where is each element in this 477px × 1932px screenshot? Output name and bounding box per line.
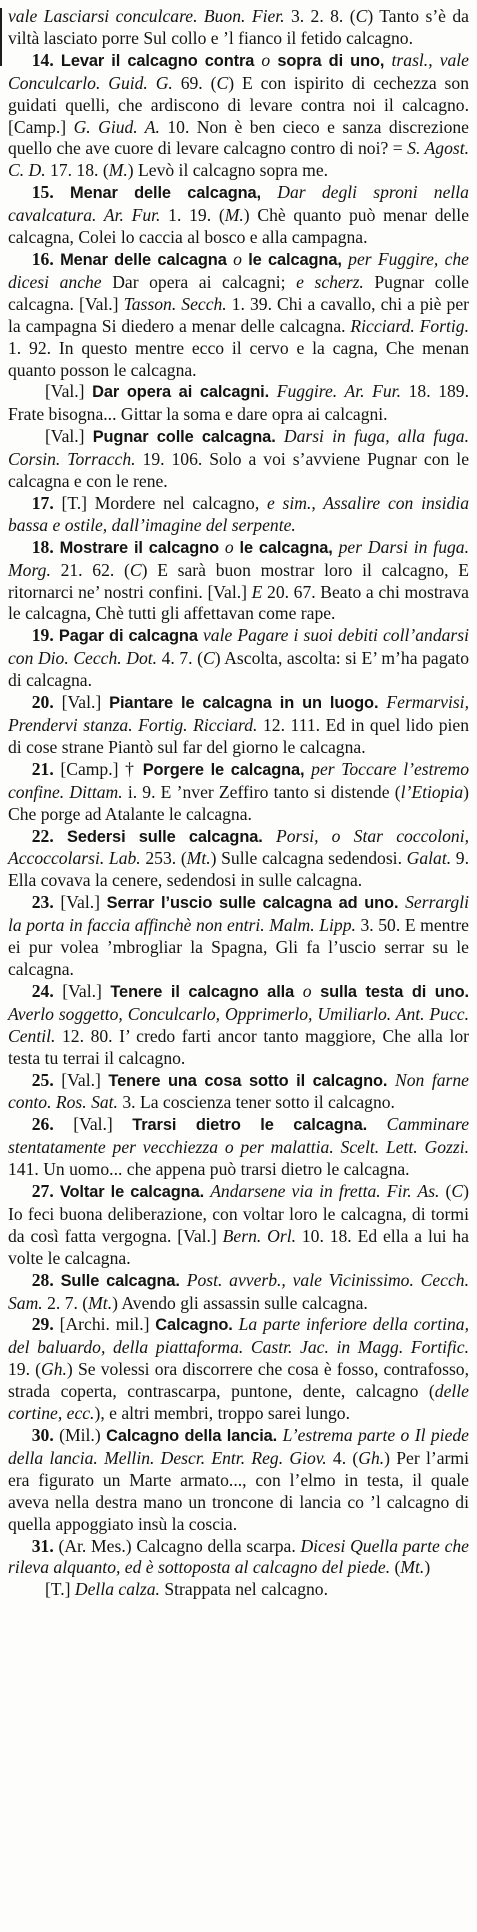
entry-text: 18. 189. Frate bisogna... Gittar la soma e dare opra ai calcagni. <box>8 381 470 425</box>
entry-number: 16. <box>31 248 54 269</box>
entry-italic-text: per Fuggire, che dicesi anche <box>8 248 469 292</box>
entry-text: ) Che porge ad Atalante le calcagna. <box>8 781 469 824</box>
entry-headword: Pagar di calcagna <box>53 627 203 646</box>
margin-rule <box>0 8 2 66</box>
entry-number: 29. <box>31 1314 54 1335</box>
entry-italic-text: Gh. <box>41 1359 67 1380</box>
entry-italic-text: Andarsene via in fretta. Fir. As. <box>210 1181 440 1202</box>
dictionary-entry <box>8 981 469 1070</box>
dictionary-entries <box>8 6 469 1601</box>
entry-headword: Mostrare il calcagno <box>53 538 225 557</box>
entry-number: 26. <box>31 1114 54 1135</box>
dictionary-entry <box>8 426 469 493</box>
entry-number: 23. <box>31 892 54 913</box>
entry-text: (Mil.) <box>53 1425 107 1445</box>
entry-text: 3. La coscienza tener sotto il calcagno. <box>117 1092 395 1113</box>
dictionary-entry <box>8 182 469 249</box>
entry-text: 20. 67. Beato a chi mostrava le calcagna, Chè tutti gli affettavan come rape. <box>8 581 469 624</box>
entry-italic-text: vale Lasciarsi conculcare. Buon. Fier. <box>8 6 285 26</box>
entry-italic-text: o <box>224 536 234 557</box>
entry-italic-text: Camminare stentatamente per vecchiezza o per malattia. Scelt. Lett. Gozzi. <box>8 1114 470 1158</box>
entry-italic-text: E <box>251 581 263 602</box>
dictionary-entry <box>8 1425 469 1536</box>
entry-headword: Levar il calcagno contra <box>53 51 262 70</box>
entry-number: 17. <box>31 492 54 513</box>
entry-headword: Voltar le calcagna. <box>53 1183 211 1202</box>
entry-text: 4. ( <box>326 1447 359 1468</box>
entry-number: 21. <box>31 758 54 779</box>
entry-text: 69. ( <box>172 72 217 93</box>
entry-headword: Sedersi sulle calcagna. <box>53 827 276 846</box>
entry-italic-text: C <box>203 648 215 669</box>
dictionary-entry <box>8 537 469 626</box>
entry-italic-text: Mt. <box>186 848 211 869</box>
entry-text: ) <box>424 1557 431 1578</box>
entry-italic-text: C <box>355 6 368 26</box>
entry-text: Strappata nel calcagno. <box>159 1579 328 1600</box>
entry-italic-text: La parte inferiore della cortina, del baluardo, della piattaforma. Castr. Jac. in Magg. Fortific. <box>8 1314 469 1358</box>
entry-number: 18. <box>31 536 54 557</box>
entry-italic-text: Mt. <box>88 1292 113 1313</box>
entry-headword: Serrar l’uscio sulle calcagna ad uno. <box>106 894 406 913</box>
entry-italic-text: Fuggire. Ar. Fur. <box>276 381 401 402</box>
entry-text: ) Per l’armi era figurato un Marte armato..., con l’elmo in testa, il quale aveva nella destra mano un troncone di lancia co ’l calcagno di quella appoggiato insù la coscia. <box>8 1447 469 1534</box>
entry-italic-text: o <box>302 980 312 1001</box>
entry-italic-text: Ricciard. Fortig. <box>350 315 469 336</box>
entry-headword: Dar opera ai calcagni. <box>92 383 277 402</box>
entry-headword: le calcagna, <box>233 538 339 557</box>
entry-text: 1. 92. In questo mentre ecco il cervo e la cagna, Che menan quanto posson le calcagna. <box>8 337 469 380</box>
entry-headword: Piantare le calcagna in un luogo. <box>109 694 387 713</box>
entry-headword: le calcagna, <box>241 250 349 269</box>
entry-text: ) Ascolta, ascolta: si E’ m’ha pagato di calcagna. <box>8 648 469 691</box>
dictionary-entry <box>8 625 469 692</box>
entry-text: ) E con ispirito di cechezza son guidati quelli, che ardiscono di levare contra noi il calcagno. [Camp.] <box>8 72 469 137</box>
entry-text: 253. ( <box>140 848 187 869</box>
entry-text: ) Sulle calcagna sedendosi. <box>210 848 407 869</box>
dictionary-entry <box>8 1536 469 1580</box>
entry-number: 31. <box>31 1535 54 1556</box>
entry-text: ) E sarà buon mostrar loro il calcagno, E ritornarci ne’ nostri confini. [Val.] <box>8 559 470 602</box>
entry-text: ) Io feci buona deliberazione, con voltar loro le calcagna, di tormi da così fatta vergogna. [Val.] <box>8 1181 469 1246</box>
entry-number: 22. <box>31 825 54 846</box>
dictionary-entry <box>8 1314 469 1425</box>
entry-text: [T.] <box>44 1579 75 1600</box>
entry-text: ) Avendo gli assassin sulle calcagna. <box>112 1292 368 1313</box>
entry-italic-text: o <box>233 248 242 269</box>
entry-italic-text: e scherz. <box>296 271 364 292</box>
entry-number: 20. <box>31 692 54 713</box>
entry-text: 12. 111. Ed in quel lido pien di cose strane Piantò sul far del giorno le calcagna. <box>8 715 469 757</box>
entry-text: [Val.] <box>44 381 93 402</box>
dictionary-entry <box>8 1114 469 1181</box>
dictionary-entry <box>8 759 469 826</box>
entry-italic-text: Dar degli sproni nella cavalcatura. Ar. Fur. <box>8 182 469 226</box>
entry-italic-text: S. Agost. C. D. <box>8 138 470 181</box>
entry-italic-text: G. Giud. A. <box>73 116 160 137</box>
entry-italic-text: Tasson. Secch. <box>123 293 227 314</box>
entry-headword: Pugnar colle calcagna. <box>92 428 284 447</box>
entry-italic-text: M. <box>224 205 244 226</box>
entry-headword: Tenere il calcagno alla <box>110 982 303 1001</box>
dictionary-entry <box>8 892 469 981</box>
entry-text: ( <box>390 1557 401 1578</box>
dictionary-entry <box>8 1181 469 1270</box>
entry-number: 30. <box>31 1425 54 1445</box>
entry-text: 3. 50. E mentre ei pur volea ’mbrogliar la Spagna, Gli fa l’uscio serrar su le calcagna. <box>8 915 469 979</box>
dictionary-entry <box>8 493 469 537</box>
entry-number: 25. <box>31 1069 54 1090</box>
dictionary-entry <box>8 50 469 182</box>
entry-text: 2. 7. ( <box>42 1292 89 1313</box>
entry-number: 19. <box>31 625 54 646</box>
entry-italic-text: Post. avverb., vale Vicinissimo. Cecch. Sam. <box>8 1269 469 1313</box>
entry-italic-text: Della calza. <box>74 1579 160 1600</box>
entry-italic-text: Porsi, o Star coccoloni, Accoccolarsi. Lab. <box>8 825 469 869</box>
dictionary-entry <box>8 1270 469 1315</box>
entry-italic-text: Gh. <box>358 1447 385 1468</box>
entry-italic-text: C <box>129 559 142 580</box>
entry-text: ) Levò il calcagno sopra me. <box>127 160 329 181</box>
entry-number: 14. <box>31 49 54 70</box>
entry-text: [Val.] <box>53 892 107 913</box>
entry-headword: Menar delle calcagna <box>53 250 234 269</box>
entry-text: 4. 7. ( <box>157 648 203 669</box>
entry-italic-text: C <box>216 72 229 93</box>
entry-number: 27. <box>31 1181 54 1202</box>
entry-text: 21. 62. ( <box>50 559 130 580</box>
entry-text: 9. Ella covava la cenere, sedendosi in sulle calcagna. <box>8 848 469 891</box>
entry-italic-text: Dicesi Quella parte che rileva alquanto, ed è sottoposta al calcagno del piede. <box>8 1535 469 1578</box>
entry-text: ) Se volessi ora discorrere che cosa è fosso, contrafosso, strada coperta, contrascarpa, puntone, dente, calcagno ( <box>8 1359 469 1402</box>
entry-italic-text: Non farne conto. Ros. Sat. <box>8 1069 469 1113</box>
entry-text: 3. 2. 8. ( <box>284 6 356 26</box>
entry-italic-text: per Darsi in fuga. Morg. <box>8 536 469 580</box>
entry-text: [Archi. mil.] <box>53 1314 156 1335</box>
dictionary-entry <box>8 826 469 893</box>
entry-italic-text: C <box>451 1181 464 1202</box>
entry-text: i. 9. E ’nver Zeffiro tanto si distende ( <box>122 781 401 802</box>
entry-text: 1. 19. ( <box>160 205 225 226</box>
entry-text: [Val.] <box>53 1069 109 1090</box>
entry-text: 10. 18. Ed ella a lui ha volte le calcagna. <box>8 1225 469 1268</box>
entry-number: 15. <box>31 182 54 203</box>
entry-italic-text: e sim., Assalire con insidia bassa e ostile, dall’imagine del serpente. <box>8 492 469 535</box>
entry-text: 12. 80. I’ credo farti ancor tanto maggiore, Che alla lor testa tu terrai il calcagno. <box>8 1025 469 1068</box>
dictionary-entry <box>8 1070 469 1115</box>
entry-text: (Ar. Mes.) Calcagno della scarpa. <box>53 1535 301 1556</box>
entry-headword: Trarsi dietro le calcagna. <box>132 1116 387 1135</box>
entry-italic-text: o <box>261 49 271 70</box>
entry-text: [Val.] <box>53 1114 133 1135</box>
entry-italic-text: Serrargli la porta in faccia affinchè non entri. Malm. Lipp. <box>8 892 469 936</box>
entry-text: 10. Non è ben cieco e sanza discrezione quello che ave cuore di levare calcagno contro di noi? = <box>8 116 469 159</box>
dictionary-entry <box>8 249 469 381</box>
entry-italic-text: delle cortine, ecc. <box>8 1381 469 1424</box>
entry-text: ( <box>439 1181 452 1202</box>
entry-italic-text: Bern. Orl. <box>222 1225 296 1246</box>
entry-italic-text: Darsi in fuga, alla fuga. Corsin. Torracch. <box>8 426 469 470</box>
entry-italic-text: Averlo soggetto, Conculcarlo, Opprimerlo, Umiliarlo. Ant. Pucc. Centil. <box>8 1003 469 1046</box>
entry-italic-text: trasl., vale Conculcarlo. Guid. G. <box>8 49 469 93</box>
entry-headword: Calcagno. <box>155 1316 239 1335</box>
entry-text: [Val.] <box>53 692 110 713</box>
entry-number: 24. <box>31 980 54 1001</box>
entry-headword: Tenere una cosa sotto il calcagno. <box>108 1071 395 1090</box>
entry-number: 28. <box>31 1269 54 1290</box>
entry-text: 1. 39. Chi a cavallo, chi a piè per la campagna Si diedero a menar delle calcagna. <box>8 293 469 336</box>
entry-text: 17. 18. ( <box>45 160 109 181</box>
entry-italic-text: L’estrema parte o Il piede della lancia. Mellin. Descr. Entr. Reg. Giov. <box>8 1425 469 1468</box>
entry-headword: sopra di uno, <box>270 51 392 70</box>
entry-text: [Camp.] † <box>53 758 143 779</box>
entry-text: Dar opera ai calcagni; <box>101 271 297 292</box>
entry-italic-text: M. <box>108 160 128 181</box>
entry-italic-text: l’Etiopia <box>400 781 464 802</box>
dictionary-entry <box>8 692 469 759</box>
entry-headword: Sulle calcagna. <box>53 1271 187 1290</box>
entry-text: 141. Un uomo... che appena può trarsi dietro le calcagna. <box>8 1159 410 1180</box>
entry-italic-text: Galat. <box>406 848 452 869</box>
entry-headword: Calcagno della lancia. <box>106 1427 283 1445</box>
entry-headword: sulla testa di uno. <box>311 982 469 1001</box>
entry-text: 19. 106. Solo a voi s’avviene Pugnar con le calcagna e con le rene. <box>8 449 470 492</box>
entry-headword: Menar delle calcagna, <box>53 184 278 203</box>
entry-text: [Val.] <box>44 426 93 447</box>
dictionary-entry <box>8 1579 469 1601</box>
entry-italic-text: vale Pagare i suoi debiti coll’andarsi con Dio. Cecch. Dot. <box>8 625 470 669</box>
dictionary-entry <box>8 381 469 426</box>
entry-text: Pugnar colle calcagna. [Val.] <box>8 271 469 314</box>
entry-italic-text: per Toccare l’estremo confine. Dittam. <box>8 758 469 802</box>
entry-text: 19. ( <box>8 1359 42 1380</box>
entry-italic-text: Fermarvisi, Prendervi stanza. Fortig. Ricciard. <box>8 692 469 735</box>
entry-italic-text: Mt. <box>400 1557 425 1578</box>
entry-text: [Val.] <box>53 980 111 1001</box>
entry-headword: Porgere le calcagna, <box>142 760 312 779</box>
entry-text: ) Chè quanto può menar delle calcagna, Colei lo caccia al bosco e alla campagna. <box>8 205 469 248</box>
entry-text: ) Tanto s’è da viltà lasciato porre Sul collo e ’l fianco il fetido calcagno. <box>8 6 469 48</box>
dictionary-entry <box>8 6 469 50</box>
entry-text: [T.] Mordere nel calcagno, <box>53 492 267 513</box>
entry-text: ), e altri membri, troppo sarei lungo. <box>94 1403 350 1424</box>
